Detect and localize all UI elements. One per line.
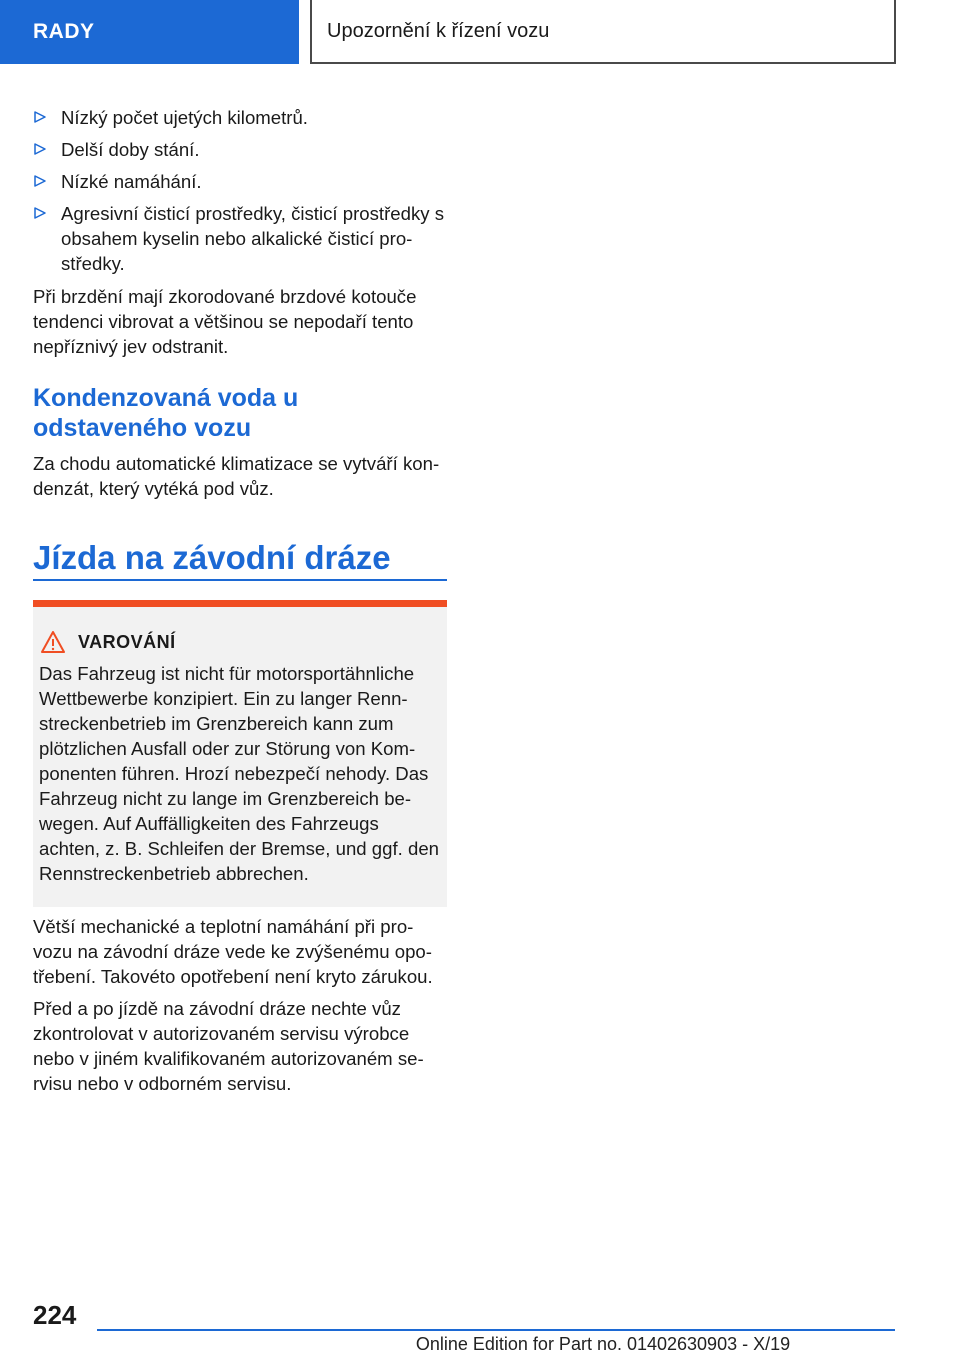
list-item-text: Delší doby stání. bbox=[61, 139, 200, 160]
triangle-bullet-icon bbox=[33, 174, 47, 188]
list-item-text: Nízké namáhání. bbox=[61, 171, 202, 192]
list-item-text: Agresivní čisticí prostředky, čisticí prostředky s obsahem kyselin nebo alkalické čisticí pro-středky. bbox=[61, 203, 444, 274]
race-track-heading: Jízda na závodní dráze bbox=[33, 539, 391, 576]
triangle-bullet-icon bbox=[33, 142, 47, 156]
triangle-bullet-icon bbox=[33, 110, 47, 124]
triangle-bullet-icon bbox=[33, 206, 47, 220]
main-column bbox=[33, 0, 447, 1300]
warning-label: VAROVÁNÍ bbox=[78, 631, 176, 652]
list-item bbox=[33, 137, 447, 162]
edition-note: Online Edition for Part no. 01402630903 - X/19 bbox=[415, 1334, 791, 1354]
warning-header bbox=[40, 629, 176, 655]
warning-triangle-icon bbox=[40, 630, 66, 654]
warning-box bbox=[33, 600, 447, 907]
page-number: 224 bbox=[33, 1300, 77, 1330]
list-item bbox=[33, 169, 447, 194]
brake-note-paragraph: Při brzdění mají zkorodované brzdové kotouče tendenci vibrovat a většinou se nepodaří tento nepříznivý jev odstranit. bbox=[33, 286, 417, 357]
section-title: RADY bbox=[33, 20, 95, 43]
warning-text: Das Fahrzeug ist nicht für motorsportähnliche Wettbewerbe konzipiert. Ein zu langer Renn-streckenbetrieb im Grenzbereich kann zum plötzlichen Ausfall oder zur Störung von Kom-ponenten führen. Hrozí nebezpečí nehody. Das Fahrzeug nicht zu lange im Grenzbereich be-wegen. Auf Auffälligkeiten des Fahrzeugs achten, z. B. Schleifen der Bremse, und ggf. den Rennstreckenbetrieb abbrechen. bbox=[39, 663, 440, 884]
list-item-text: Nízký počet ujetých kilometrů. bbox=[61, 107, 308, 128]
race-load-paragraph: Větší mechanické a teplotní namáhání při pro-vozu na závodní dráze vede ke zvýšenému opo-třebení. Takovéto opotřebení není kryto zárukou. bbox=[33, 916, 433, 987]
list-item bbox=[33, 201, 447, 276]
list-item bbox=[33, 105, 447, 130]
footer-rule bbox=[97, 1329, 895, 1331]
condensate-heading: Kondenzovaná voda u odstaveného vozu bbox=[33, 384, 299, 442]
condensate-paragraph: Za chodu automatické klimatizace se vytváří kon-denzát, který vytéká pod vůz. bbox=[33, 453, 440, 499]
race-service-paragraph: Před a po jízdě na závodní dráze nechte vůz zkontrolovat v autorizovaném servisu výrobce nebo v jiném kvalifikovaném autorizovaném se-rvisu nebo v odborném servisu. bbox=[33, 998, 424, 1094]
chapter-title: Upozornění k řízení vozu bbox=[327, 19, 550, 42]
heading-rule bbox=[33, 579, 447, 581]
